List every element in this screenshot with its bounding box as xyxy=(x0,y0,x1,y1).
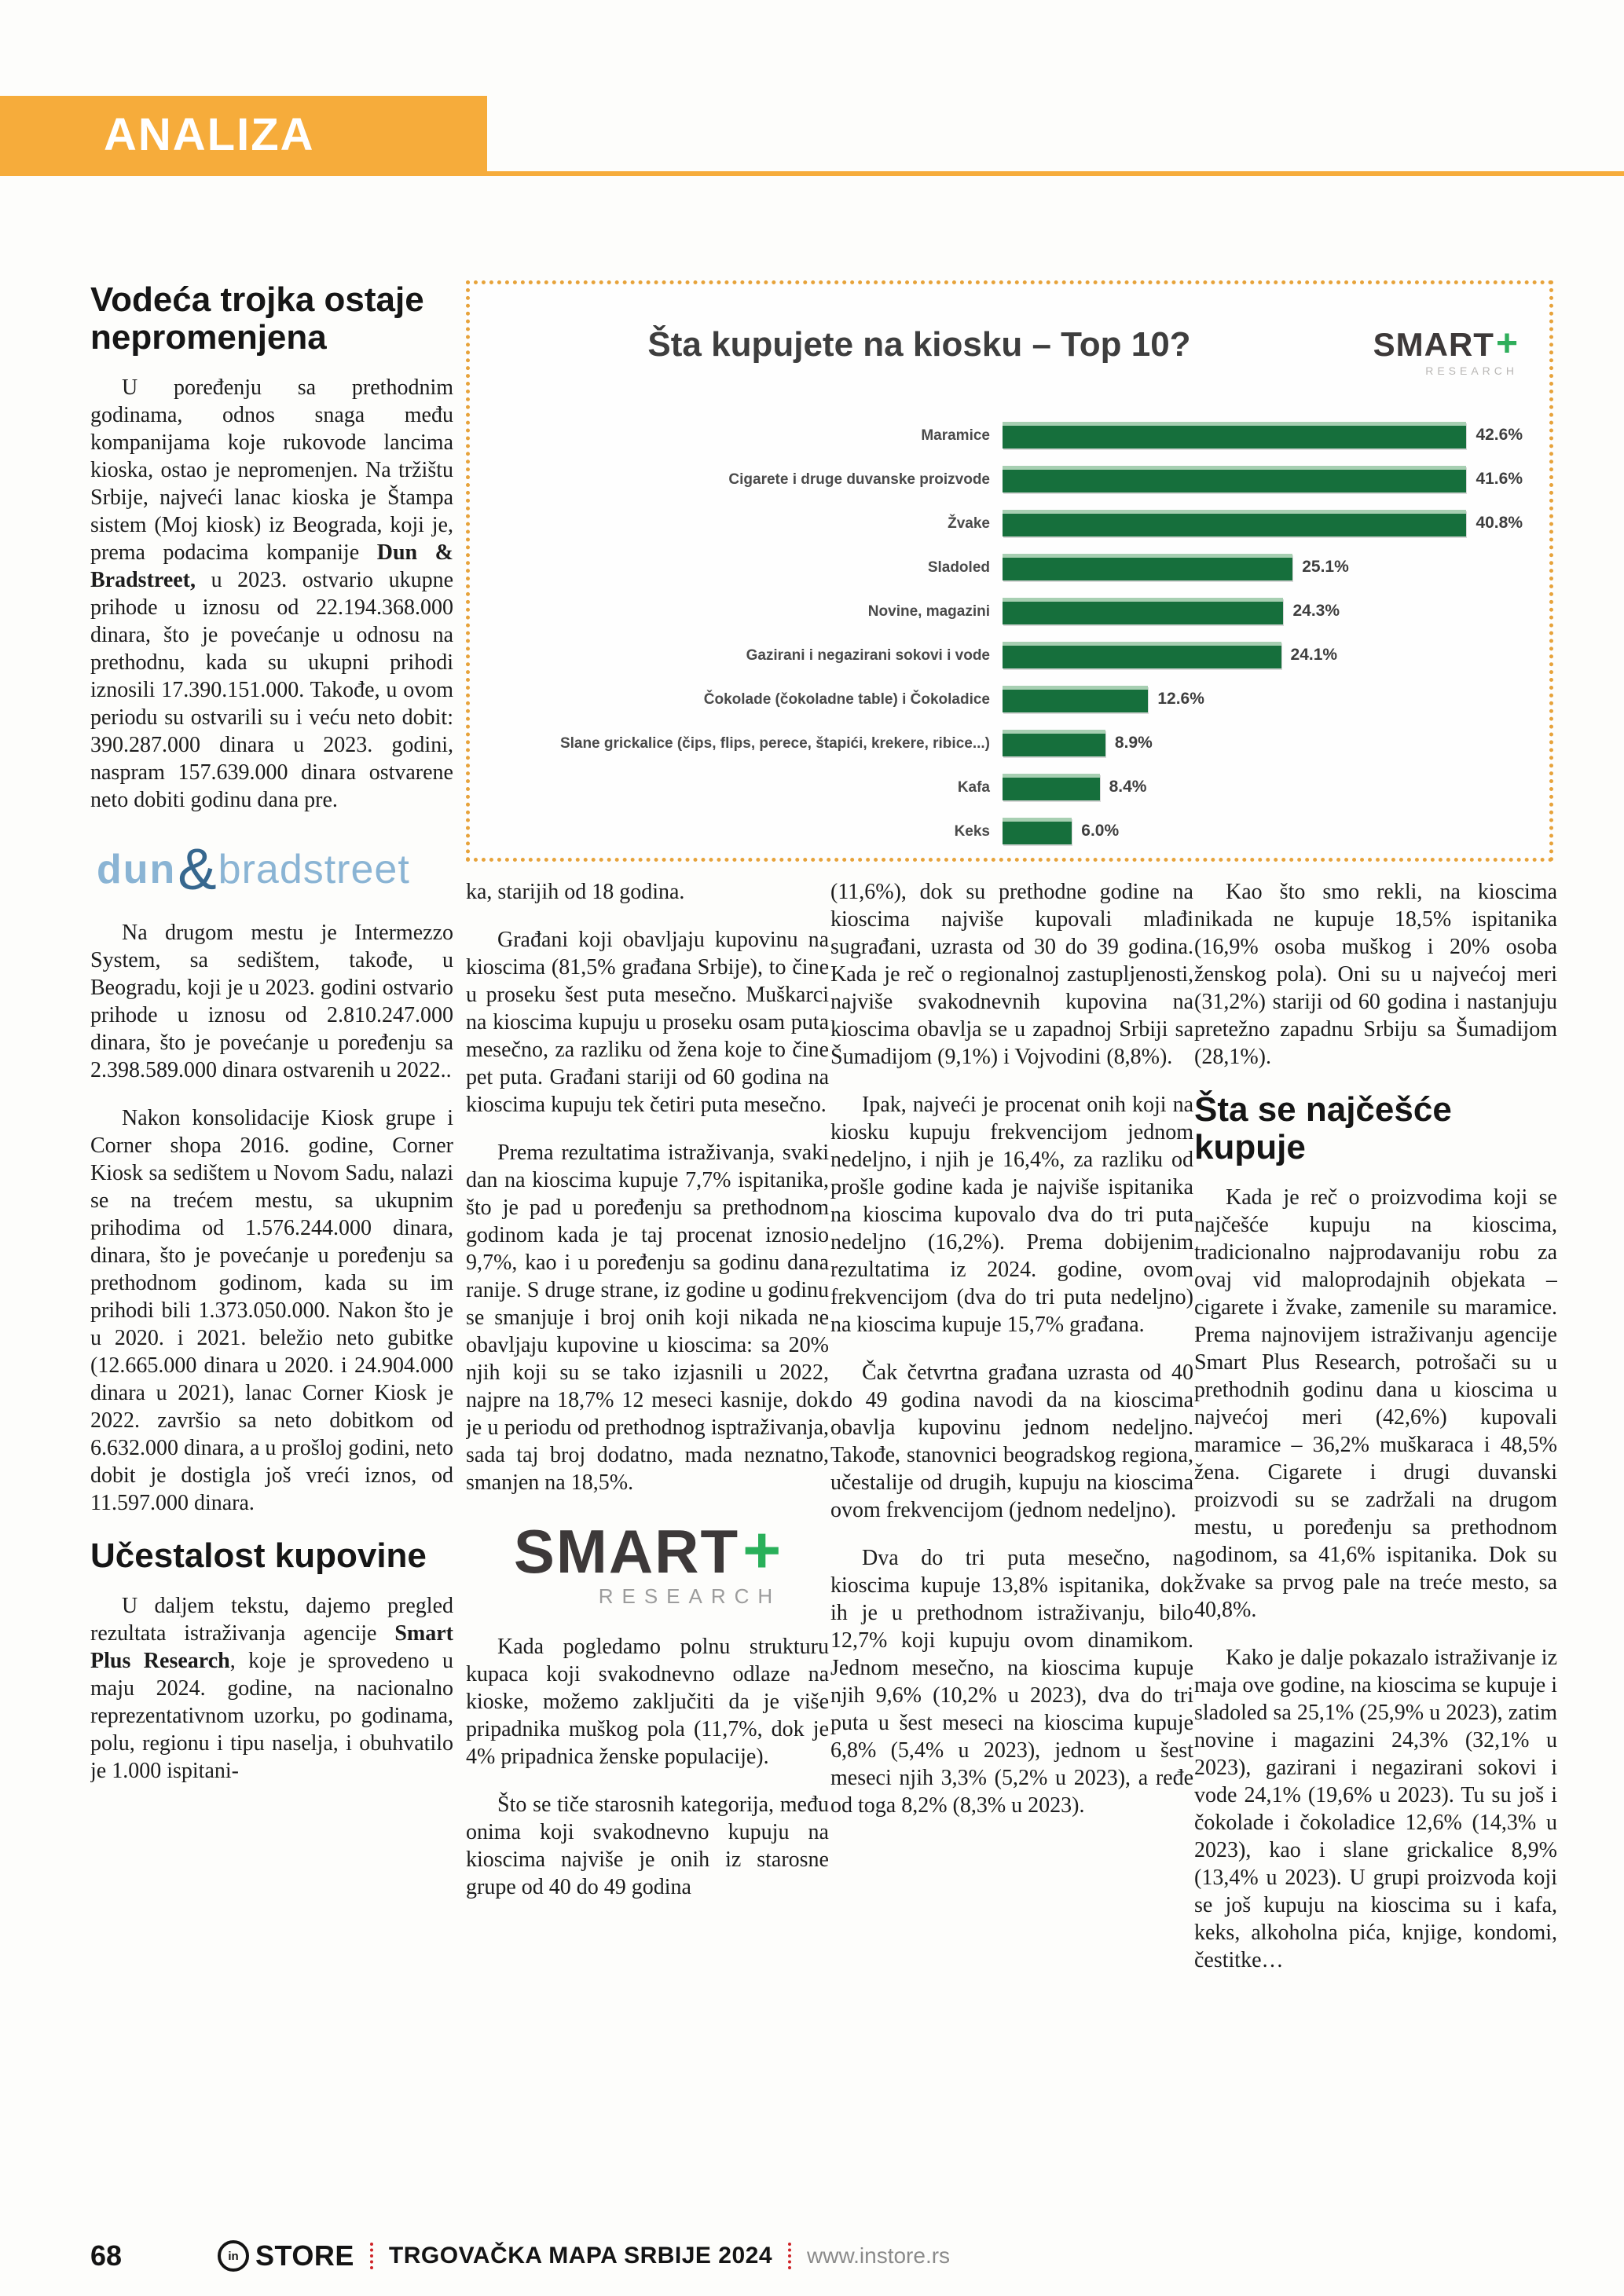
bar-track xyxy=(1003,554,1523,580)
paragraph: Prema rezultatima istraživanja, svaki dan na kioscima kupuje 7,7% ispitanika, što je pad u poređenju sa prethodnom godinom kada je taj procenat iznosio 9,7%, kao i u poređenju sa godinu dana ranije. S druge strane, iz godine u godinu se smanjuje i broj onih koji nikada ne obavljaju kupovine u kioscima: sa 20% njih koji su se tako izjasnili u 2022, najpre na 18,7% 12 meseci kasnije, dok je u periodu od prethodnog isptraživanja, sada taj broj dodatno, mada neznatno, smanjen na 18,5%. xyxy=(466,1141,829,1495)
text-column-3 xyxy=(830,878,1193,2214)
instore-logo xyxy=(218,2239,354,2272)
text-column-1 xyxy=(90,281,453,2206)
bar xyxy=(1003,554,1292,580)
article-heading-leading-trio: Vodeća trojka ostaje nepromenjena xyxy=(90,281,424,357)
bar-value-label: 8.9% xyxy=(1114,734,1153,752)
bar-category-label: Slane grickalice (čips, flips, perece, štapići, krekere, ribice...) xyxy=(559,734,990,752)
page-number: 68 xyxy=(90,2239,123,2272)
bar-category-label: Sladoled xyxy=(927,558,990,576)
bar xyxy=(1003,598,1283,624)
bar xyxy=(1003,818,1072,844)
paragraph: Kada pogledamo polnu strukturu kupaca koji svakodnevno odlaze na kioske, možemo zaključiti da je više pripadnika muškog pola (11,7%, dok je 4% pripadnica ženske populacije). xyxy=(466,1635,829,1769)
bar-row xyxy=(497,413,1523,457)
bar-value-label: 8.4% xyxy=(1109,778,1147,796)
article-heading-most-bought: Šta se najčešće kupuje xyxy=(1194,1090,1452,1166)
footer-divider xyxy=(370,2243,373,2269)
bar-value-label: 25.1% xyxy=(1302,558,1349,576)
smartplus-wordmark: SMART xyxy=(1373,326,1494,363)
smartplus-research-logo xyxy=(513,1513,782,1608)
bar-value-label: 6.0% xyxy=(1081,822,1120,840)
publication-title: TRGOVAČKA MAPA SRBIJE 2024 xyxy=(388,2243,773,2269)
bar-row xyxy=(497,501,1523,545)
paragraph: Nakon konsolidacije Kiosk grupe i Corner shopa 2016. godine, Corner Kiosk sa sedištem u Novom Sadu, nalazi se na trećem mestu, sa ukupnim prihodima od 1.576.244.000 dinara, dinara, što je povećanje u poređenju sa prethodnom godinom, kada su im prihodi bili 1.373.050.000. Nakon što je u 2020. i 2021. beležio neto gubitke (12.665.000 dinara u 2020. i 24.904.000 dinara u 2021), lanac Corner Kiosk je 2022. završio sa neto dobitkom od 6.632.000 dinara, a u prošloj godini, neto dobit je dostigla još vreći iznos, od 11.597.000 dinara. xyxy=(90,1106,453,1515)
bar-chart xyxy=(497,413,1523,853)
page-footer xyxy=(90,2232,1552,2280)
instore-wordmark: STORE xyxy=(255,2239,354,2272)
dnb-dun: dun xyxy=(97,847,177,892)
section-header-band xyxy=(0,96,487,174)
bar-value-label: 12.6% xyxy=(1157,690,1204,708)
bar-track xyxy=(1003,466,1523,493)
section-divider-line xyxy=(0,171,1624,176)
bar-category-label: Maramice xyxy=(921,427,990,444)
ampersand-icon: & xyxy=(178,837,217,902)
bar-value-label: 42.6% xyxy=(1476,426,1523,444)
bar-row xyxy=(497,721,1523,765)
bar-category-label: Kafa xyxy=(957,778,990,796)
bar-row xyxy=(497,765,1523,809)
smartplus-research-label: RESEARCH xyxy=(1425,364,1518,377)
bar-value-label: 24.3% xyxy=(1292,602,1340,620)
plus-icon: + xyxy=(1495,323,1518,364)
dnb-bradstreet: bradstreet xyxy=(218,847,410,892)
text-column-4 xyxy=(1194,878,1557,2214)
paragraph: (11,6%), dok su prethodne godine na kioscima najviše kupovali mlađi sugrađani, uzrasta od 30 do 39 godina. Kada je reč o regionalnoj zastupljenosti, najviše svakodnevnih kupovina na kioscima obavlja se u zapadnoj Srbiji sa Šumadijom (9,1%) i Vojvodini (8,8%). xyxy=(830,880,1193,1069)
bar-track xyxy=(1003,818,1523,844)
paragraph: Čak četvrtna građana uzrasta od 40 do 49 godina navodi da na kioscima obavlja kupovinu jednom nedeljno. Takođe, stanovnici beogradskog regiona, učestalije od drugih, kupuju na kioscima ovom frekvencijom (jednom nedeljno). xyxy=(830,1360,1193,1522)
bar-value-label: 24.1% xyxy=(1290,646,1338,664)
bar-track xyxy=(1003,774,1523,800)
paragraph: Ipak, najveći je procenat onih koji na kiosku kupuju frekvencijom jednom nedeljno, i njih je 16,4%, za razliku od prošle godine kada je najviše ispitanika na kioscima kupovalo dva do tri puta nedeljno (16,2%). Prema dobijenim rezultatima iz 2024. godine, ovom frekvencijom (dva do tri puta nedeljno) na kioscima kupuje 15,7% građana. xyxy=(830,1093,1193,1337)
bar xyxy=(1003,422,1466,449)
bar-row xyxy=(497,809,1523,853)
paragraph: Što se tiče starosnih kategorija, među onima koji svakodnevno kupuju na kioscima najviše je onih iz starosne grupe od 40 do 49 godina xyxy=(466,1792,829,1899)
bar-category-label: Cigarete i druge duvanske proizvode xyxy=(728,471,990,488)
plus-icon: + xyxy=(742,1513,782,1587)
smartplus-research-label: RESEARCH xyxy=(598,1584,782,1608)
paragraph: U daljem tekstu, dajemo pregled rezultata istraživanja agencije Smart Plus Research, koje je sprovedeno u maju 2024. godine, na nacionalno reprezentativnom uzorku, po godinama, polu, regionu i tipu naselja, i obuhvatilo je 1.000 ispitani- xyxy=(90,1594,453,1783)
bar-track xyxy=(1003,686,1523,712)
bar xyxy=(1003,466,1466,493)
paragraph: Građani koji obavljaju kupovinu na kioscima (81,5% građana Srbije), to čine u proseku šest puta mesečno. Muškarci na kioscima kupuju u proseku osam puta mesečno, za razliku od žena koje to čine pet puta. Građani stariji od 60 godina na kioscima kupuju tek četiri puta mesečno. xyxy=(466,928,829,1117)
paragraph: ka, starijih od 18 godina. xyxy=(466,880,685,904)
bar-category-label: Keks xyxy=(954,822,990,840)
bar-category-label: Novine, magazini xyxy=(867,602,990,620)
text-column-2 xyxy=(466,878,829,2214)
bar xyxy=(1003,730,1105,756)
bar-value-label: 40.8% xyxy=(1476,514,1523,532)
paragraph: Dva do tri puta mesečno, na kioscima kupuje 13,8% ispitanika, dok ih je u prethodnom istraživanju, bilo 12,7% koji kupuju ovom dinamikom. Jednom mesečno, na kioscima kupuje njih 9,6% (10,2% u 2023), dva do tri puta u šest meseci na kioscima kupuje 6,8% (5,4% u 2023), jednom u šest meseci njih 3,3% (5,2% u 2023), a ređe od toga 8,2% (8,3% u 2023). xyxy=(830,1546,1193,1818)
paragraph: Kako je dalje pokazalo istraživanje iz maja ove godine, na kioscima se kupuje i sladoled sa 25,1% (25,9% u 2023), zatim novine i magazini 24,3% (32,1% u 2023), gazirani i negazirani sokovi i vode 24,1% (19,6% u 2023). Tu su još i čokolade i čokoladice 12,6% (14,3% u 2023), kao i slane grickalice 8,9% (13,4% u 2023). U grupi proizvoda koji se još kupuju na kioscima su i kafa, keks, alkoholna pića, knjige, kondomi, čestitke… xyxy=(1194,1646,1557,1972)
smartplus-wordmark: SMART xyxy=(513,1517,740,1586)
paragraph: Kada je reč o proizvodima koji se najčešće kupuju na kioscima, tradicionalno najprodavaniju robu za ovaj vid maloprodajnih objekata – cigarete i žvake, zamenile su maramice. Prema najnovijem istraživanju agencije Smart Plus Research, potrošači su u prethodnih godinu dana u kioscima u najvećoj meri (42,6%) kupovali maramice – 36,2% muškaraca i 48,5% žena. Cigarete i drugi duvanski proizvodi su se zadržali na drugom mestu, u poređenju sa prethodnom godinom, sa 41,6% ispitanika. Dok su žvake sa prvog pale na treće mesto, sa 40,8%. xyxy=(1194,1185,1557,1622)
bar-category-label: Čokolade (čokoladne table) i Čokoladice xyxy=(703,690,990,708)
bar-category-label: Žvake xyxy=(948,514,990,532)
bar-track xyxy=(1003,510,1523,536)
chart-title: Šta kupujete na kiosku – Top 10? xyxy=(647,325,1191,364)
bar-row xyxy=(497,589,1523,633)
website-link[interactable]: www.instore.rs xyxy=(807,2243,951,2268)
bar-value-label: 41.6% xyxy=(1476,470,1523,488)
instore-circle-icon: in xyxy=(218,2240,249,2272)
bar-category-label: Gazirani i negazirani sokovi i vode xyxy=(746,646,990,664)
chart-header xyxy=(497,325,1523,401)
kiosk-top10-chart xyxy=(466,280,1553,862)
footer-divider xyxy=(788,2243,791,2269)
paragraph: Na drugom mestu je Intermezzo System, sa sedištem, takođe, u Beogradu, koji je u 2023. godini ostvario prihode u iznosu od 2.810.247.000 dinara, što je povećanje u poređenju sa 2.398.589.000 dinara ostvarenih u 2022.. xyxy=(90,921,453,1082)
bar-track xyxy=(1003,598,1523,624)
bar-track xyxy=(1003,422,1523,449)
paragraph: Kao što smo rekli, na kioscima nikada ne kupuje 18,5% ispitanika (16,9% osoba muškog i 20% osoba ženskog pola). Oni su u najvećoj meri (31,2%) stariji od 60 godina i nastanjuju pretežno zapadnu Srbiju sa Šumadijom (28,1%). xyxy=(1194,880,1557,1069)
section-title: ANALIZA xyxy=(104,109,315,160)
bar xyxy=(1003,642,1281,668)
paragraph: U poređenju sa prethodnim godinama, odnos snaga među kompanijama koje rukovode lancima kioska, ostao je nepromenjen. Na tržištu Srbije, najveći lanac kioska je Štampa sistem (Moj kiosk) iz Beograda, koji je, prema podacima kompanije Dun & Bradstreet, u 2023. ostvario ukupne prihode u iznosu od 22.194.368.000 dinara, što je povećanje u odnosu na prethodnu, kada su ukupni prihodi iznosili 17.390.151.000. Takođe, u ovom periodu su ostvarili su i veću neto dobit: 390.287.000 dinara u 2023. godini, naspram 157.639.000 dinara ostvarene neto dobiti godinu dana pre. xyxy=(90,375,453,812)
bar xyxy=(1003,510,1466,536)
bar-row xyxy=(497,545,1523,589)
bar-row xyxy=(497,633,1523,677)
article-heading-purchase-frequency: Učestalost kupovine xyxy=(90,1536,427,1575)
bar xyxy=(1003,774,1100,800)
dun-bradstreet-logo xyxy=(97,834,453,902)
bar xyxy=(1003,686,1148,712)
bar-row xyxy=(497,677,1523,721)
bar-row xyxy=(497,457,1523,501)
bar-track xyxy=(1003,730,1523,756)
smartplus-logo xyxy=(1373,325,1518,376)
bar-track xyxy=(1003,642,1523,668)
